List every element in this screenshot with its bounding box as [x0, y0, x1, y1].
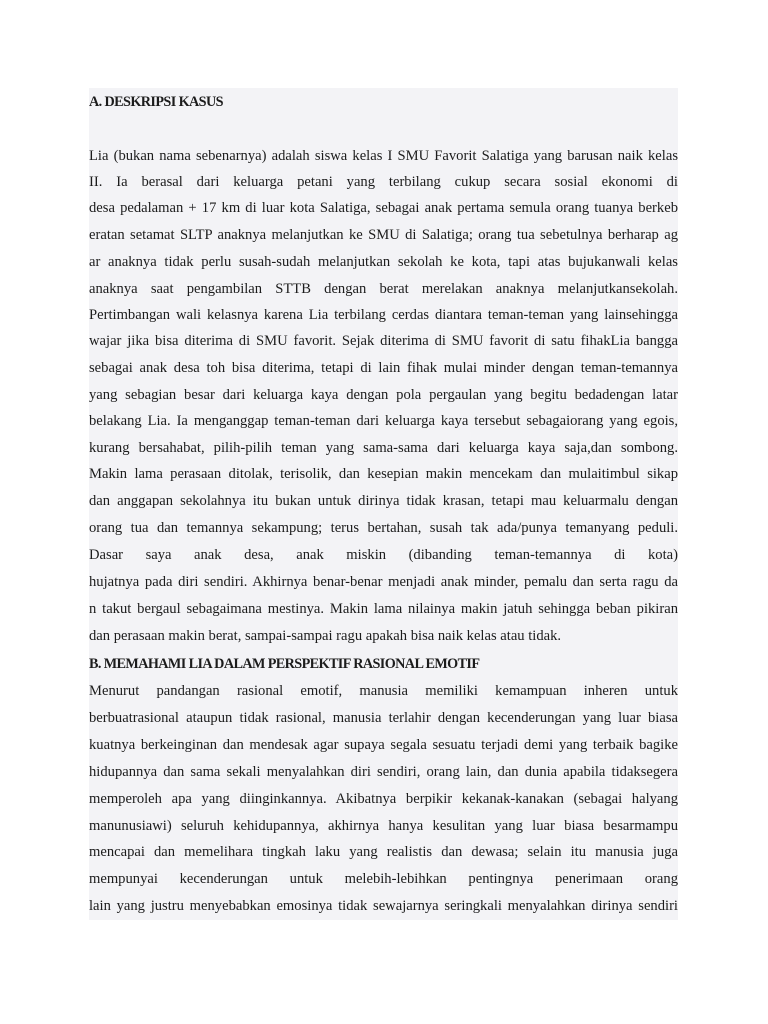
section-a-line: desa pedalaman + 17 km di luar kota Salatiga, sebagai anak pertama semula orang tuanya berkeb — [89, 200, 678, 216]
section-a-line: ar anaknya tidak perlu susah-sudah melanjutkan sekolah ke kota, tapi atas bujukanwali kelas — [89, 254, 678, 270]
section-a-line: wajar jika bisa diterima di SMU favorit. Sejak diterima di SMU favorit di satu fihakLia bangga — [89, 333, 678, 349]
section-b-line: Menurut pandangan rasional emotif, manusia memiliki kemampuan inheren untuk — [89, 683, 678, 699]
section-a-line: yang sebagian besar dari keluarga kaya dengan pola pergaulan yang begitu bedadengan latar — [89, 387, 678, 403]
section-b-line: hidupannya dan sama sekali menyalahkan diri sendiri, orang lain, dan dunia apabila tidaksegera — [89, 764, 678, 780]
section-b-line: mempunyai kecenderungan untuk melebih-lebihkan pentingnya penerimaan orang — [89, 871, 678, 887]
section-a-line: dan anggapan sekolahnya itu bukan untuk dirinya tidak krasan, tetapi mau keluarmalu dengan — [89, 493, 678, 509]
section-a-line: Lia (bukan nama sebenarnya) adalah siswa kelas I SMU Favorit Salatiga yang barusan naik kelas — [89, 148, 678, 164]
section-b-line: berbuatrasional ataupun tidak rasional, manusia terlahir dengan kecenderungan yang luar biasa — [89, 710, 678, 726]
section-a-heading: A. DESKRIPSI KASUS — [89, 94, 223, 110]
section-a-line: Makin lama perasaan ditolak, terisolik, dan kesepian makin mencekam dan mulaitimbul sikap — [89, 466, 678, 482]
section-a-line: n takut bergaul sebagaimana mestinya. Makin lama nilainya makin jatuh sehingga beban pikiran — [89, 601, 678, 617]
section-a-line: Pertimbangan wali kelasnya karena Lia terbilang cerdas diantara teman-teman yang lainsehingga — [89, 307, 678, 323]
section-b-line: manunusiawi) seluruh kehidupannya, akhirnya hanya kesulitan yang luar biasa besarmampu — [89, 818, 678, 834]
section-b-line: mencapai dan memelihara tingkah laku yang realistis dan dewasa; selain itu manusia juga — [89, 844, 678, 860]
section-a-line: kurang bersahabat, pilih-pilih teman yang sama-sama dari keluarga kaya saja,dan sombong. — [89, 440, 678, 456]
section-a-line: II. Ia berasal dari keluarga petani yang terbilang cukup secara sosial ekonomi di — [89, 174, 678, 190]
section-a-line: hujatnya pada diri sendiri. Akhirnya benar-benar menjadi anak minder, pemalu dan serta ragu da — [89, 574, 678, 590]
section-a-line: orang tua dan temannya sekampung; terus bertahan, susah tak ada/punya temanyang peduli. — [89, 520, 678, 536]
section-a-line: eratan setamat SLTP anaknya melanjutkan ke SMU di Salatiga; orang tua sebetulnya berharap ag — [89, 227, 678, 243]
section-a-line: dan perasaan makin berat, sampai-sampai ragu apakah bisa naik kelas atau tidak. — [89, 628, 562, 644]
section-b-heading: B. MEMAHAMI LIA DALAM PERSPEKTIF RASIONAL EMOTIF — [89, 656, 480, 672]
document-body — [89, 88, 678, 920]
section-b-line: kuatnya berkeinginan dan mendesak agar supaya segala sesuatu terjadi demi yang terbaik bagike — [89, 737, 678, 753]
section-a-line: sebagai anak desa toh bisa diterima, tetapi di lain fihak mulai minder dengan teman-temannya — [89, 360, 678, 376]
section-a-line: belakang Lia. Ia menganggap teman-teman dari keluarga kaya tersebut sebagaiorang yang egois, — [89, 413, 678, 429]
section-b-line: memperoleh apa yang diinginkannya. Akibatnya berpikir kekanak-kanakan (sebagai halyang — [89, 791, 678, 807]
section-a-line: anaknya saat pengambilan STTB dengan berat merelakan anaknya melanjutkansekolah. — [89, 281, 678, 297]
section-a-line: Dasar saya anak desa, anak miskin (dibanding teman-temannya di kota) — [89, 547, 678, 563]
section-b-line: lain yang justru menyebabkan emosinya tidak sewajarnya seringkali menyalahkan dirinya sendiri — [89, 898, 678, 914]
